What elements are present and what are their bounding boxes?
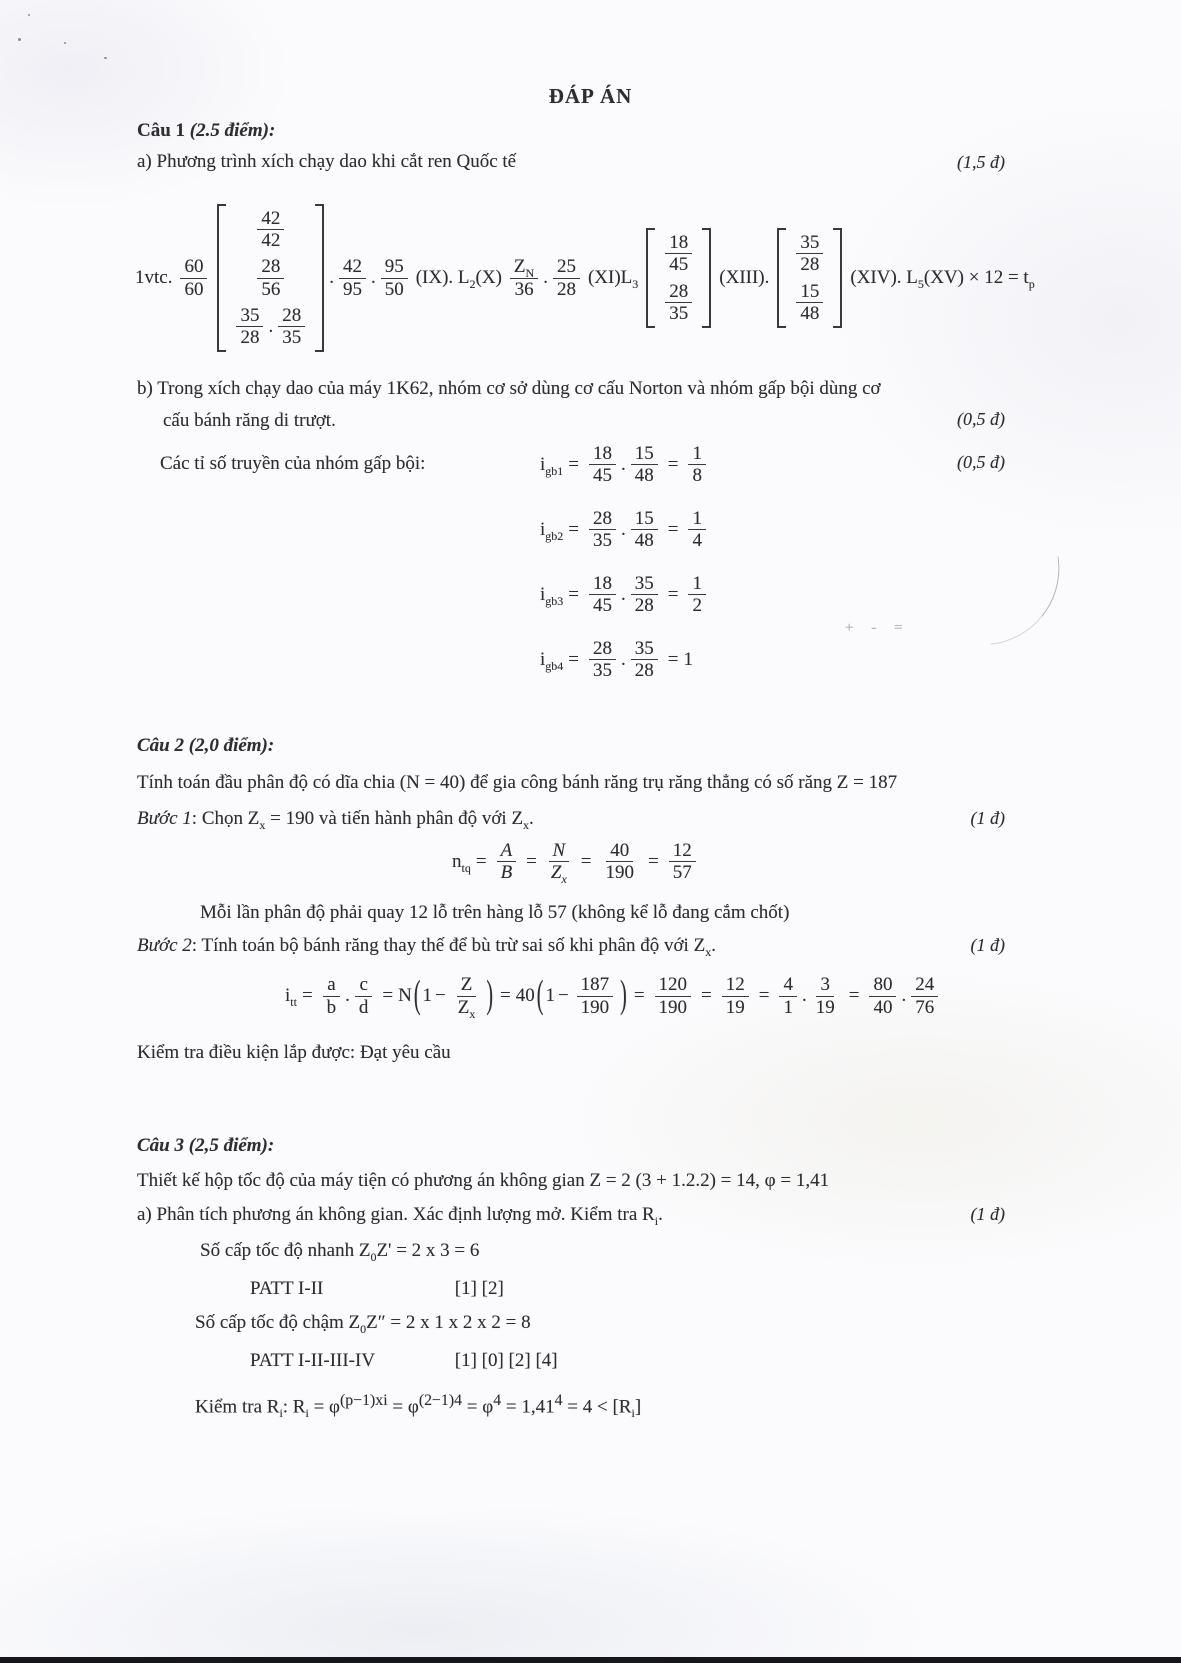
multiply-dot: . bbox=[621, 453, 626, 475]
numerator: 35 bbox=[631, 638, 658, 660]
numerator: 40 bbox=[606, 840, 633, 862]
fraction bbox=[631, 638, 658, 682]
fraction bbox=[323, 974, 341, 1018]
fraction bbox=[796, 281, 823, 325]
equals-sign: = bbox=[667, 453, 679, 475]
fraction bbox=[510, 256, 538, 300]
numerator: 80 bbox=[869, 974, 896, 996]
numerator: 24 bbox=[911, 974, 938, 996]
equals-sign: = bbox=[701, 985, 712, 1006]
fraction bbox=[589, 508, 616, 552]
step-2-line: Bước 2: Tính toán bộ bánh răng thay thế để bù trừ sai số khi phân độ với $Z_x$. bbox=[137, 935, 716, 959]
pen-mark-curve bbox=[982, 556, 1067, 645]
denominator: 48 bbox=[634, 530, 654, 552]
fraction bbox=[381, 256, 408, 300]
fraction bbox=[589, 573, 616, 617]
denominator: 35 bbox=[593, 660, 612, 682]
question-3-intro: Thiết kế hộp tốc độ của máy tiện có phương án không gian Z = 2 (3 + 1.2.2) = 14, φ = 1,41 bbox=[137, 1170, 830, 1191]
feed-chain-formula bbox=[132, 198, 1038, 358]
denominator: 56 bbox=[261, 278, 281, 300]
scan-edge-strip bbox=[0, 1657, 1181, 1663]
denominator: 95 bbox=[342, 278, 362, 300]
numerator: 28 bbox=[257, 256, 284, 278]
denominator: 4 bbox=[692, 530, 702, 552]
fraction-pair bbox=[231, 305, 310, 349]
fraction bbox=[665, 232, 692, 276]
patt-1-label: PATT I-II bbox=[250, 1278, 324, 1299]
equals-sign: = bbox=[568, 518, 579, 540]
denominator: 28 bbox=[634, 595, 654, 617]
change-gear-formula bbox=[285, 968, 943, 1024]
fraction bbox=[355, 974, 373, 1018]
fraction bbox=[589, 638, 616, 682]
fraction bbox=[688, 508, 706, 552]
step-1-line: Bước 1: Chọn $Z_x = 190$ và tiến hành phân độ với $Z_x$. bbox=[137, 808, 534, 832]
denominator: d bbox=[358, 996, 369, 1018]
equals-sign: = bbox=[758, 985, 770, 1006]
denominator: 36 bbox=[514, 278, 534, 300]
ri-check-line: Kiểm tra $R_i$: $R_i = \varphi^{(p-1)xi} = \varphi^{(2-1)4} = \varphi^4 = 1,41^4 = 4 < [R_i]$ bbox=[195, 1392, 642, 1421]
denominator: $Z_x$ bbox=[550, 862, 567, 887]
equals-sign: = bbox=[568, 453, 579, 475]
gear-ratio-intro: Các tỉ số truyền của nhóm gấp bội: bbox=[160, 453, 426, 474]
equals-sign: = bbox=[382, 985, 394, 1006]
fast-speed-line: Số cấp tốc độ nhanh $Z_0Z' = 2$ x 3 = 6 bbox=[200, 1240, 480, 1264]
question-2-heading: Câu 2 (2,0 điểm): bbox=[137, 735, 275, 756]
fraction bbox=[497, 840, 517, 884]
numerator: 60 bbox=[180, 256, 207, 278]
denominator: 28 bbox=[240, 327, 260, 349]
points-note-gb: (0,5 đ) bbox=[957, 452, 1005, 472]
numerator: 15 bbox=[796, 281, 823, 303]
numerator: 15 bbox=[631, 443, 658, 465]
numerator: 35 bbox=[236, 305, 263, 327]
denominator: 190 bbox=[658, 996, 688, 1018]
bracket-right bbox=[702, 228, 711, 328]
fraction bbox=[655, 974, 692, 1018]
question-3a-text: a) Phân tích phương án không gian. Xác định lượng mở. Kiểm tra $R_i$. bbox=[137, 1204, 663, 1228]
numerator: 42 bbox=[257, 208, 284, 230]
multiply-dot: . bbox=[543, 267, 548, 288]
N-token: N bbox=[398, 985, 412, 1006]
numerator: 15 bbox=[631, 508, 658, 530]
bracket-group-norton-2 bbox=[777, 228, 842, 328]
denominator: 28 bbox=[634, 660, 654, 682]
fraction bbox=[911, 974, 938, 1018]
denominator: $Z_x$ bbox=[457, 996, 476, 1021]
formula-prefix: 1vtc. bbox=[135, 267, 173, 288]
denominator: 45 bbox=[593, 595, 612, 617]
result-value: 1 bbox=[683, 648, 693, 670]
patt-2-values: [1] [0] [2] [4] bbox=[454, 1350, 558, 1371]
points-note-3a: (1 đ) bbox=[970, 1204, 1005, 1224]
fraction bbox=[547, 840, 571, 887]
fraction bbox=[631, 573, 658, 617]
question-2-intro: Tính toán đầu phân độ có dĩa chia (N = 40) để gia công bánh răng trụ răng thẳng có số răng Z = 187 bbox=[137, 772, 898, 793]
numerator: 42 bbox=[339, 256, 366, 278]
denominator: 19 bbox=[725, 996, 745, 1018]
denominator: 45 bbox=[669, 254, 689, 276]
numerator: 12 bbox=[722, 974, 749, 996]
numerator: 1 bbox=[688, 443, 706, 465]
fraction bbox=[631, 443, 658, 487]
numerator: 28 bbox=[278, 305, 305, 327]
numerator: 28 bbox=[665, 281, 692, 303]
assembly-check-line: Kiểm tra điều kiện lắp được: Đạt yêu cầu bbox=[137, 1042, 451, 1063]
ratio-label: $i_{gb1}$ bbox=[540, 453, 564, 478]
fraction bbox=[257, 256, 284, 300]
one-token: 1 bbox=[545, 985, 555, 1006]
numerator: 120 bbox=[655, 974, 692, 996]
numerator: 3 bbox=[816, 974, 834, 996]
equals-sign: = bbox=[301, 985, 313, 1006]
numerator: 28 bbox=[589, 638, 616, 660]
denominator: B bbox=[500, 862, 513, 884]
patt-2-label: PATT I-II-III-IV bbox=[250, 1350, 376, 1371]
fraction bbox=[553, 256, 580, 300]
shaft-label: $(XI)L_3$ bbox=[587, 267, 639, 291]
multiply-dot: . bbox=[621, 583, 626, 605]
numerator: 1 bbox=[688, 508, 706, 530]
equals-sign: = bbox=[526, 850, 537, 872]
indexing-turns-formula bbox=[452, 840, 701, 887]
patt-1-values: [1] [2] bbox=[454, 1278, 504, 1299]
numerator: 1 bbox=[688, 573, 706, 595]
points-note-1b: (0,5 đ) bbox=[957, 409, 1005, 429]
shaft-label: (IX). $L_2(X)$ bbox=[415, 267, 502, 291]
numerator: 35 bbox=[796, 232, 823, 254]
denominator: 48 bbox=[634, 465, 654, 487]
bracket-left bbox=[646, 228, 655, 328]
step-1-label: Bước 1 bbox=[137, 808, 192, 829]
question-1-points: (2.5 điểm): bbox=[189, 120, 276, 141]
fraction bbox=[454, 974, 480, 1021]
denominator: 8 bbox=[692, 465, 702, 487]
denominator: 35 bbox=[593, 530, 612, 552]
multiply-dot: . bbox=[329, 267, 334, 288]
formula-tail: (XIV). $L_5(XV) \times 12 = t_p$ bbox=[850, 267, 1035, 291]
fraction bbox=[589, 443, 616, 487]
numerator: 187 bbox=[577, 974, 614, 996]
indexing-note: Mỗi lần phân độ phải quay 12 lỗ trên hàng lỗ 57 (không kể lỗ đang cắm chốt) bbox=[200, 902, 790, 923]
points-note-step1: (1 đ) bbox=[970, 808, 1005, 828]
denominator: 28 bbox=[800, 254, 820, 276]
equals-sign: = bbox=[568, 648, 579, 670]
equals-sign: = bbox=[648, 850, 659, 872]
step-2-label: Bước 2 bbox=[137, 935, 192, 956]
denominator: 60 bbox=[184, 278, 204, 300]
denominator: 45 bbox=[593, 465, 612, 487]
numerator: 95 bbox=[381, 256, 408, 278]
numerator: 25 bbox=[553, 256, 580, 278]
bracket-left bbox=[217, 204, 226, 353]
fraction bbox=[236, 305, 263, 349]
numerator: 12 bbox=[669, 840, 696, 862]
scan-speck bbox=[18, 38, 21, 41]
multiply-dot: . bbox=[801, 985, 807, 1006]
denominator: b bbox=[326, 996, 337, 1018]
fraction bbox=[257, 208, 284, 252]
patt-2-line bbox=[250, 1350, 558, 1372]
question-1a-text: a) Phương trình xích chạy dao khi cắt ren Quốc tế bbox=[137, 151, 517, 172]
denominator: 57 bbox=[672, 862, 692, 884]
ratio-label: $i_{gb4}$ bbox=[540, 648, 564, 673]
numerator: a bbox=[323, 974, 339, 996]
denominator: 50 bbox=[384, 278, 404, 300]
points-note-step2: (1 đ) bbox=[970, 935, 1005, 955]
gear-ratio-formula-4 bbox=[540, 638, 693, 682]
equals-sign: = bbox=[633, 985, 645, 1006]
forty-token: 40 bbox=[515, 985, 535, 1006]
question-3-heading: Câu 3 (2,5 điểm): bbox=[137, 1135, 275, 1156]
denominator: 1 bbox=[783, 996, 793, 1018]
fraction bbox=[779, 974, 797, 1018]
fraction bbox=[665, 281, 692, 325]
equals-sign: = bbox=[848, 985, 860, 1006]
numerator: 4 bbox=[779, 974, 797, 996]
question-1-number: Câu 1 bbox=[137, 120, 190, 141]
numerator: 18 bbox=[589, 573, 616, 595]
denominator: 35 bbox=[282, 327, 302, 349]
bracket-left bbox=[777, 228, 786, 328]
numerator: 18 bbox=[665, 232, 692, 254]
slow-speed-line: Số cấp tốc độ chậm $Z_0Z'' = 2$ x 1 x 2 x 2 = 8 bbox=[195, 1312, 531, 1336]
denominator: 190 bbox=[605, 862, 635, 884]
multiply-dot: . bbox=[268, 315, 274, 337]
ntq-label: $n_{tq}$ bbox=[452, 850, 471, 875]
fraction bbox=[722, 974, 749, 1018]
denominator: 35 bbox=[669, 302, 689, 324]
equals-sign: = bbox=[580, 850, 592, 872]
fraction bbox=[688, 573, 706, 617]
equals-sign: = bbox=[667, 648, 679, 670]
gear-ratio-formula-3 bbox=[540, 573, 711, 617]
minus-sign: − bbox=[557, 985, 569, 1006]
fraction bbox=[577, 974, 614, 1018]
fraction bbox=[796, 232, 823, 276]
one-token: 1 bbox=[422, 985, 433, 1006]
numerator: 28 bbox=[589, 508, 616, 530]
multiply-dot: . bbox=[901, 985, 907, 1006]
scan-speck bbox=[64, 42, 66, 44]
ratio-label: $i_{gb3}$ bbox=[540, 583, 564, 608]
gear-ratio-formula-2 bbox=[540, 508, 711, 552]
numerator: c bbox=[355, 974, 371, 996]
fraction bbox=[631, 508, 658, 552]
numerator: N bbox=[549, 840, 570, 862]
big-paren-right: ) bbox=[620, 973, 627, 1017]
question-1-heading bbox=[137, 120, 275, 142]
denominator: 28 bbox=[556, 278, 576, 300]
denominator: 76 bbox=[915, 996, 935, 1018]
faint-stray-marks: + - = bbox=[845, 620, 910, 636]
fraction bbox=[339, 256, 366, 300]
fraction bbox=[278, 305, 305, 349]
bracket-group-norton-1 bbox=[646, 228, 711, 328]
numerator: Z bbox=[457, 974, 477, 996]
scan-speck bbox=[28, 14, 30, 16]
minus-sign: − bbox=[435, 985, 446, 1006]
equals-sign: = bbox=[475, 850, 487, 872]
equals-sign: = bbox=[667, 583, 679, 605]
fraction bbox=[602, 840, 639, 884]
big-paren-left: ( bbox=[536, 973, 544, 1017]
bracket-right bbox=[315, 204, 324, 353]
answer-key-title: ĐÁP ÁN bbox=[548, 84, 633, 108]
multiply-dot: . bbox=[370, 267, 376, 288]
equals-sign: = bbox=[568, 583, 579, 605]
fraction bbox=[688, 443, 706, 487]
big-paren-right: ) bbox=[486, 973, 494, 1017]
ratio-label: $i_{gb2}$ bbox=[540, 518, 564, 543]
denominator: 2 bbox=[692, 595, 702, 617]
fraction bbox=[669, 840, 696, 884]
gear-ratio-formula-1 bbox=[540, 443, 711, 487]
multiply-dot: . bbox=[345, 985, 350, 1006]
bracket-group-gear-block bbox=[217, 204, 324, 353]
denominator: 40 bbox=[873, 996, 893, 1018]
question-1b-line1: b) Trong xích chạy dao của máy 1K62, nhóm cơ sở dùng cơ cấu Norton và nhóm gấp bội dùng cơ bbox=[137, 378, 881, 399]
itt-label: $i_{tt}$ bbox=[285, 985, 297, 1009]
denominator: 190 bbox=[580, 996, 610, 1018]
multiply-dot: . bbox=[621, 518, 626, 540]
patt-1-line bbox=[250, 1278, 504, 1300]
equals-sign: = bbox=[667, 518, 679, 540]
multiply-dot: . bbox=[621, 648, 626, 670]
denominator: 19 bbox=[815, 996, 835, 1018]
numerator: $Z_N$ bbox=[510, 256, 538, 278]
scan-speck bbox=[104, 57, 107, 59]
denominator: 42 bbox=[261, 229, 281, 251]
numerator: 35 bbox=[631, 573, 658, 595]
question-1b-line2: cấu bánh răng di trượt. bbox=[163, 410, 336, 431]
numerator: 18 bbox=[589, 443, 616, 465]
points-note-1a: (1,5 đ) bbox=[957, 152, 1005, 172]
bracket-right bbox=[833, 228, 842, 328]
fraction bbox=[812, 974, 839, 1018]
shaft-label: (XIII). bbox=[719, 267, 770, 288]
fraction bbox=[869, 974, 896, 1018]
numerator: A bbox=[497, 840, 517, 862]
fraction bbox=[180, 256, 207, 300]
denominator: 48 bbox=[800, 302, 820, 324]
equals-sign: = bbox=[500, 985, 511, 1006]
big-paren-left: ( bbox=[413, 973, 421, 1017]
